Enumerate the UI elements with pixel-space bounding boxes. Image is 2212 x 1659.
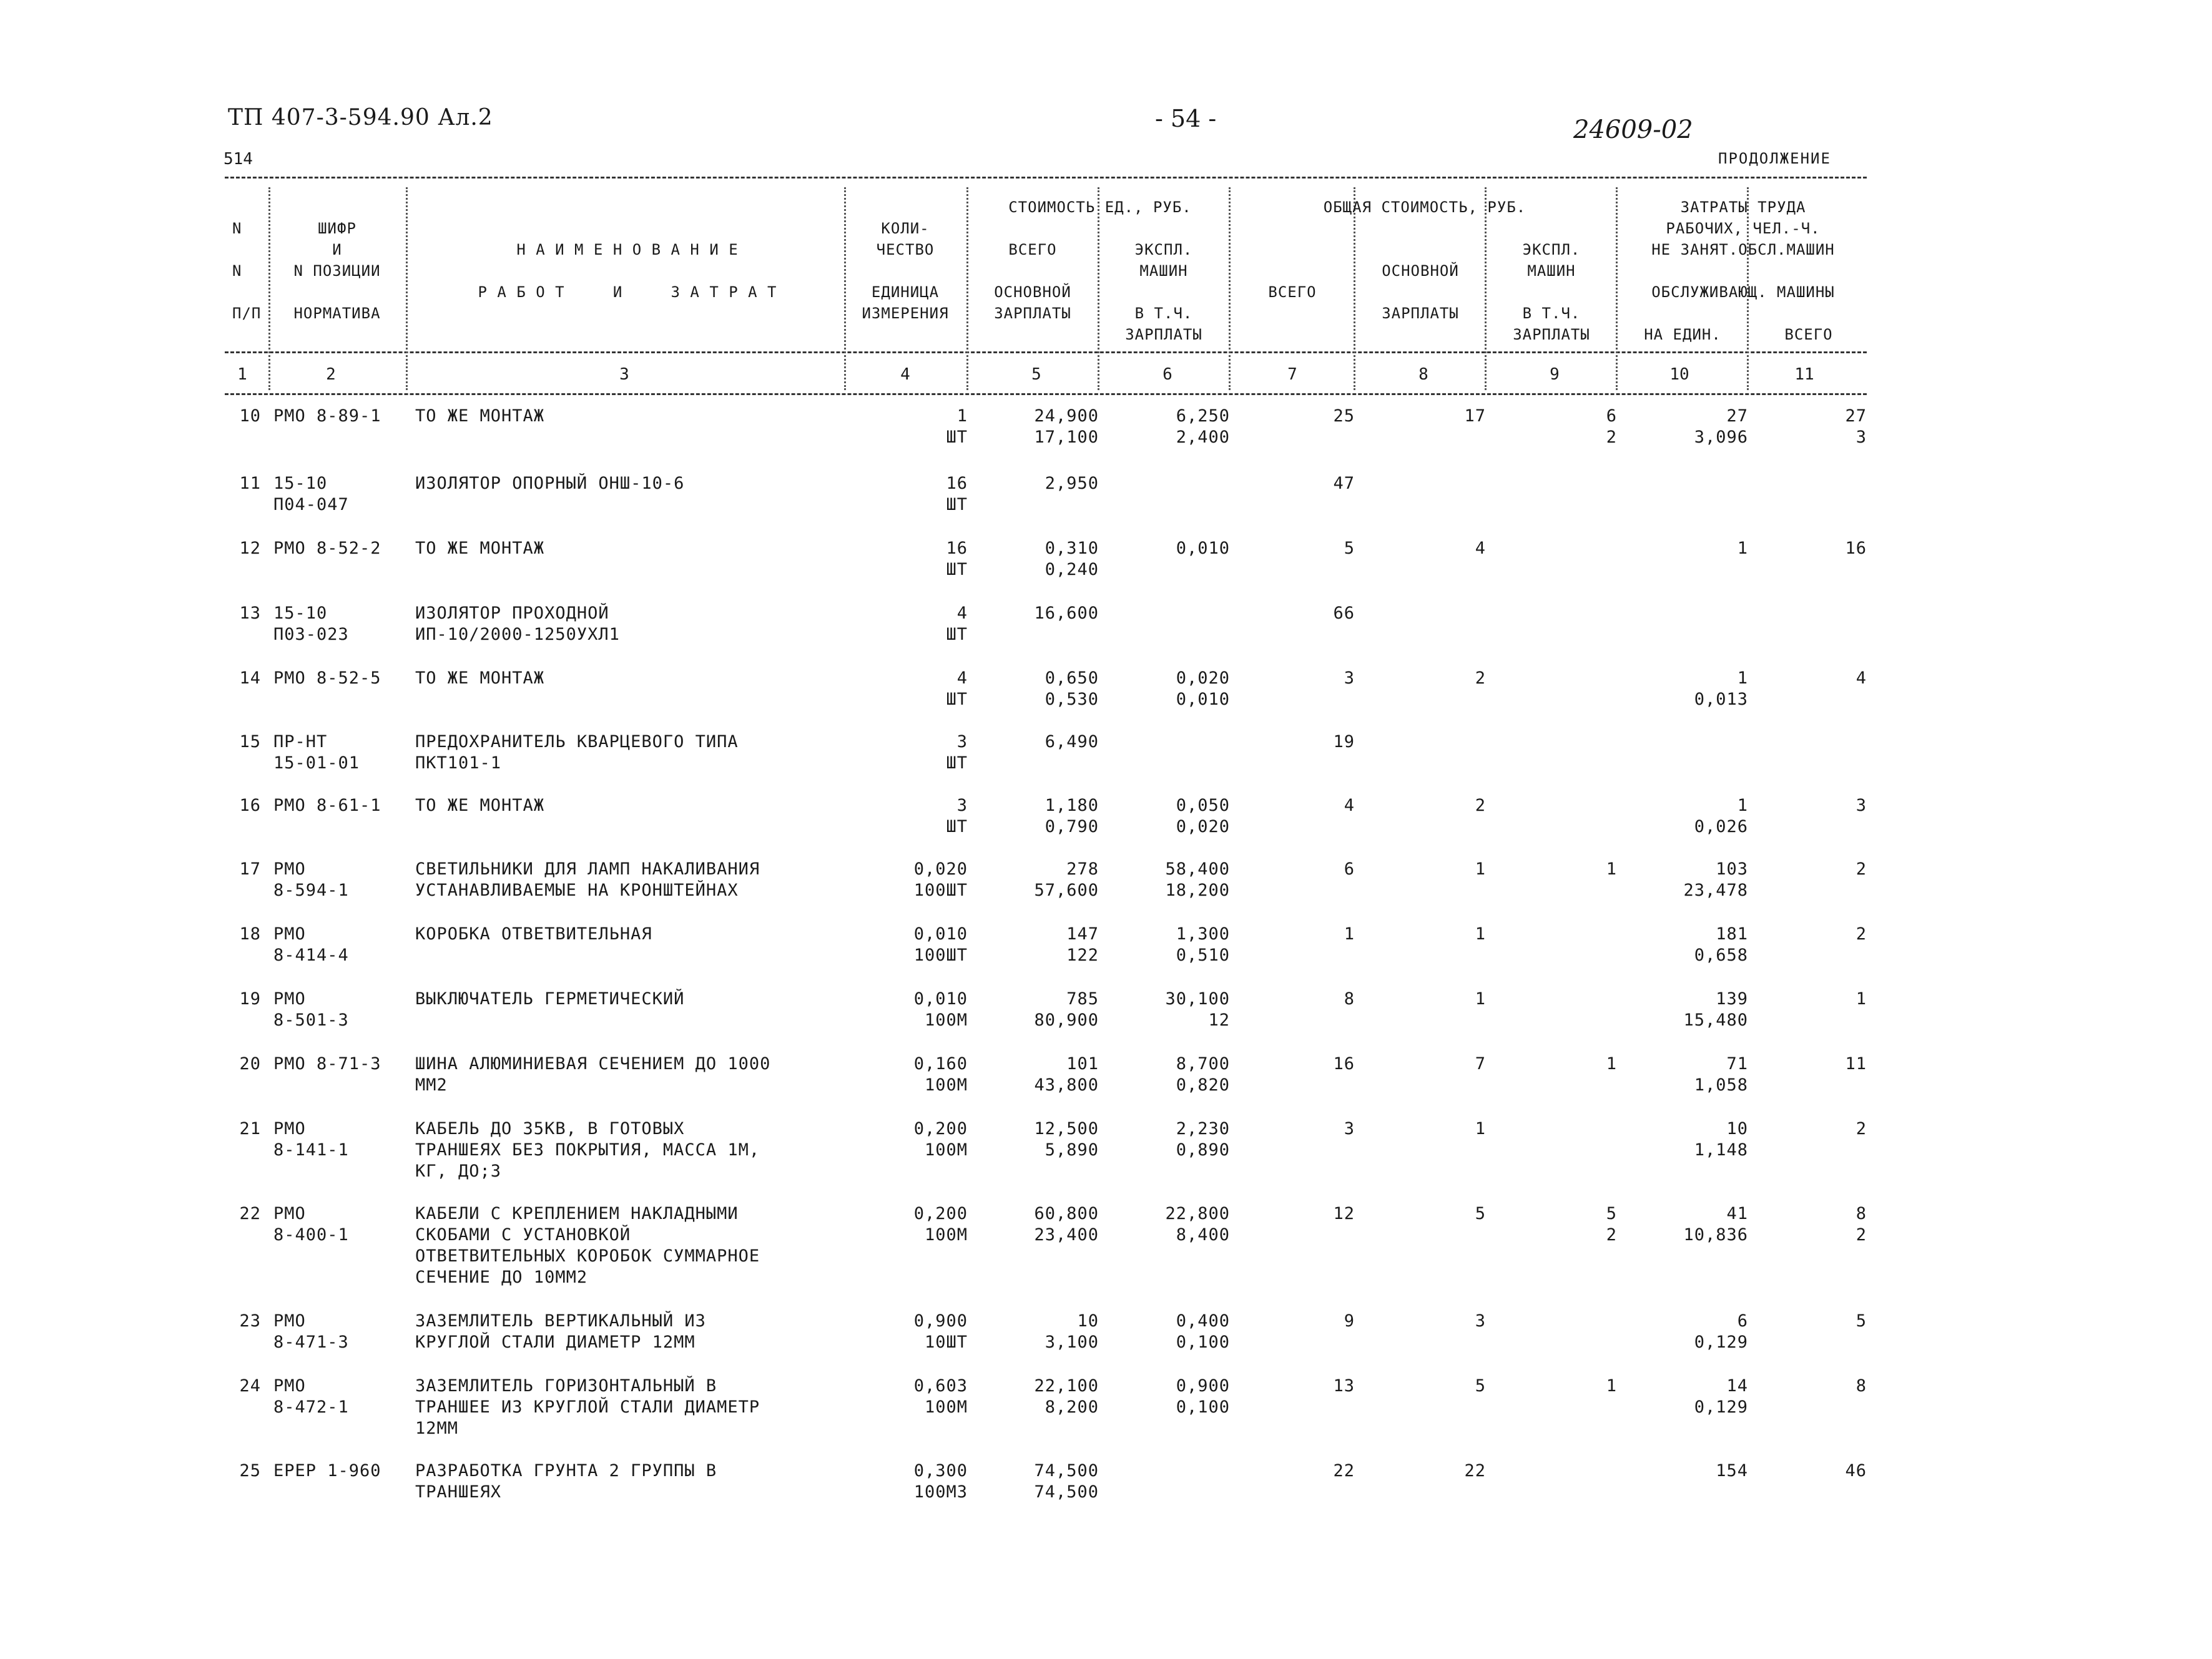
row-quantity: 0,300 — [913, 1461, 968, 1480]
row-labor-total: 2 — [1856, 1225, 1867, 1245]
row-code: РМО — [273, 1204, 306, 1223]
row-unit-machine: 0,020 — [1176, 668, 1230, 688]
row-unit-total: 147 — [1066, 924, 1099, 944]
row-quantity: 100М3 — [913, 1482, 968, 1502]
row-quantity: 100М — [924, 1397, 968, 1417]
header-total-all: ВСЕГО — [1268, 283, 1317, 301]
column-divider — [406, 187, 408, 390]
numbers-bottom-rule — [225, 393, 1867, 395]
row-base-wage: 5 — [1475, 1204, 1486, 1223]
row-code: РМО 8-52-2 — [273, 539, 381, 558]
row-number: 24 — [239, 1376, 261, 1396]
row-unit-total: 101 — [1066, 1054, 1099, 1074]
row-unit-machine: 0,900 — [1176, 1376, 1230, 1396]
row-quantity: 100М — [924, 1225, 968, 1245]
row-unit-machine: 0,890 — [1176, 1140, 1230, 1160]
column-divider — [1485, 187, 1487, 390]
row-code: РМО — [273, 1119, 306, 1138]
row-quantity: 16 — [946, 539, 968, 558]
row-code: РМО — [273, 859, 306, 879]
header-unit-cost: СТОИМОСТЬ ЕД., РУБ. — [1008, 198, 1192, 216]
header-line-no: П/П — [232, 305, 262, 322]
row-unit-total: 0,240 — [1045, 560, 1099, 579]
row-machine-total: 5 — [1606, 1204, 1617, 1223]
column-number: 4 — [900, 365, 910, 384]
row-unit-total: 17,100 — [1034, 428, 1099, 447]
row-unit-machine: 8,700 — [1176, 1054, 1230, 1074]
header-quantity: ЕДИНИЦА — [871, 283, 940, 301]
header-name: Н А И М Е Н О В А Н И Е — [516, 241, 739, 258]
row-unit-total: 2,950 — [1045, 474, 1099, 493]
header-line-no: N — [232, 220, 242, 237]
row-labor-total: 2 — [1856, 924, 1867, 944]
row-code: 8-594-1 — [273, 881, 349, 900]
header-name: Р А Б О Т И З А Т Р А Т — [478, 283, 777, 301]
row-number: 25 — [239, 1461, 261, 1480]
row-code: 8-471-3 — [273, 1333, 349, 1352]
row-quantity: 0,010 — [913, 989, 968, 1009]
header-labor-unit: НА ЕДИН. — [1644, 326, 1721, 343]
document-code: 24609-02 — [1573, 115, 1693, 144]
header-labor-sub: ОБСЛУЖИВАЮЩ. МАШИНЫ — [1651, 283, 1835, 301]
row-total: 22 — [1333, 1461, 1355, 1480]
row-labor-total: 2 — [1856, 1119, 1867, 1138]
row-base-wage: 1 — [1475, 924, 1486, 944]
column-number: 10 — [1669, 365, 1689, 384]
continuation-label: ПРОДОЛЖЕНИЕ — [1718, 150, 1831, 167]
header-machine-unit: ЭКСПЛ. — [1134, 241, 1193, 258]
row-unit-total: 278 — [1066, 859, 1099, 879]
row-unit-machine: 2,400 — [1176, 428, 1230, 447]
header-total-unit: ЗАРПЛАТЫ — [994, 305, 1071, 322]
row-labor-total: 1 — [1856, 989, 1867, 1009]
row-labor-unit: 15,480 — [1683, 1011, 1748, 1030]
column-divider — [1354, 187, 1355, 390]
column-number: 8 — [1418, 365, 1428, 384]
row-number: 17 — [239, 859, 261, 879]
header-quantity: ИЗМЕРЕНИЯ — [862, 305, 949, 322]
row-unit-total: 122 — [1066, 946, 1099, 965]
row-base-wage: 1 — [1475, 1119, 1486, 1138]
row-quantity: 1 — [956, 406, 968, 426]
row-name: ШИНА АЛЮМИНИЕВАЯ СЕЧЕНИЕМ ДО 1000 — [415, 1054, 771, 1074]
row-code: 8-501-3 — [273, 1011, 349, 1030]
row-labor-unit: 23,478 — [1683, 881, 1748, 900]
row-labor-unit: 0,013 — [1694, 690, 1748, 709]
header-machine-total: В Т.Ч. — [1522, 305, 1581, 322]
row-name: ТО ЖЕ МОНТАЖ — [415, 796, 545, 815]
row-quantity: 100ШТ — [913, 946, 968, 965]
row-quantity: 16 — [946, 474, 968, 493]
row-unit-total: 60,800 — [1034, 1204, 1099, 1223]
column-divider — [268, 187, 270, 390]
row-code: 15-01-01 — [273, 753, 360, 773]
row-unit-machine: 0,020 — [1176, 817, 1230, 836]
row-labor-unit: 1 — [1737, 539, 1748, 558]
row-name: СЕЧЕНИЕ ДО 10ММ2 — [415, 1268, 588, 1287]
row-unit-machine: 1,300 — [1176, 924, 1230, 944]
row-unit-machine: 0,050 — [1176, 796, 1230, 815]
row-total: 8 — [1344, 989, 1355, 1009]
row-labor-unit: 103 — [1716, 859, 1748, 879]
row-base-wage: 4 — [1475, 539, 1486, 558]
row-quantity: ШТ — [946, 495, 968, 514]
header-labor: ЗАТРАТЫ ТРУДА — [1680, 198, 1806, 216]
row-total: 6 — [1344, 859, 1355, 879]
row-number: 16 — [239, 796, 261, 815]
row-code: П04-047 — [273, 495, 349, 514]
row-quantity: 3 — [956, 796, 968, 815]
row-quantity: ШТ — [946, 817, 968, 836]
header-machine-total: ЭКСПЛ. — [1522, 241, 1581, 258]
row-quantity: 0,160 — [913, 1054, 968, 1074]
row-labor-unit: 1 — [1737, 796, 1748, 815]
row-code: РМО — [273, 924, 306, 944]
sheet-number: 514 — [224, 150, 253, 169]
column-divider — [1098, 187, 1099, 390]
row-unit-machine: 58,400 — [1165, 859, 1230, 879]
header-total-cost: ОБЩАЯ СТОИМОСТЬ, РУБ. — [1323, 198, 1526, 216]
row-total: 4 — [1344, 796, 1355, 815]
row-unit-total: 43,800 — [1034, 1075, 1099, 1095]
row-labor-total: 4 — [1856, 668, 1867, 688]
header-quantity: ЧЕСТВО — [876, 241, 935, 258]
row-name: ИЗОЛЯТОР ПРОХОДНОЙ — [415, 604, 609, 623]
row-number: 12 — [239, 539, 261, 558]
row-labor-total: 5 — [1856, 1311, 1867, 1331]
row-name: ТРАНШЕЯХ — [415, 1482, 502, 1502]
row-name: КАБЕЛИ С КРЕПЛЕНИЕМ НАКЛАДНЫМИ — [415, 1204, 739, 1223]
row-total: 9 — [1344, 1311, 1355, 1331]
row-total: 12 — [1333, 1204, 1355, 1223]
row-machine-total: 1 — [1606, 859, 1617, 879]
row-base-wage: 5 — [1475, 1376, 1486, 1396]
row-number: 20 — [239, 1054, 261, 1074]
row-name: ПКТ101-1 — [415, 753, 502, 773]
row-labor-unit: 154 — [1716, 1461, 1748, 1480]
row-labor-unit: 27 — [1726, 406, 1748, 426]
column-divider — [1616, 187, 1618, 390]
row-unit-total: 80,900 — [1034, 1011, 1099, 1030]
row-total: 5 — [1344, 539, 1355, 558]
row-code: РМО — [273, 1311, 306, 1331]
row-name: РАЗРАБОТКА ГРУНТА 2 ГРУППЫ В — [415, 1461, 717, 1480]
row-labor-unit: 71 — [1726, 1054, 1748, 1074]
header-machine-unit: МАШИН — [1139, 262, 1188, 280]
row-name: ПРЕДОХРАНИТЕЛЬ КВАРЦЕВОГО ТИПА — [415, 732, 739, 751]
header-total-unit: ВСЕГО — [1008, 241, 1057, 258]
row-code: РМО — [273, 1376, 306, 1396]
row-name: КАБЕЛЬ ДО 35КВ, В ГОТОВЫХ — [415, 1119, 685, 1138]
row-quantity: 0,020 — [913, 859, 968, 879]
row-base-wage: 22 — [1464, 1461, 1486, 1480]
row-quantity: ШТ — [946, 428, 968, 447]
column-number: 2 — [326, 365, 336, 384]
row-code: РМО 8-89-1 — [273, 406, 381, 426]
row-base-wage: 7 — [1475, 1054, 1486, 1074]
row-labor-unit: 10,836 — [1683, 1225, 1748, 1245]
row-quantity: 100М — [924, 1140, 968, 1160]
row-code: 15-10 — [273, 604, 328, 623]
row-name: ММ2 — [415, 1075, 448, 1095]
header-code: НОРМАТИВА — [293, 305, 381, 322]
row-base-wage: 3 — [1475, 1311, 1486, 1331]
row-number: 18 — [239, 924, 261, 944]
column-divider — [966, 187, 968, 390]
row-total: 3 — [1344, 1119, 1355, 1138]
row-code: ПР-НТ — [273, 732, 328, 751]
row-code: 8-400-1 — [273, 1225, 349, 1245]
row-unit-machine: 22,800 — [1165, 1204, 1230, 1223]
row-labor-unit: 1,058 — [1694, 1075, 1748, 1095]
row-machine-total: 6 — [1606, 406, 1617, 426]
row-code: 8-141-1 — [273, 1140, 349, 1160]
row-number: 14 — [239, 668, 261, 688]
header-machine-unit: ЗАРПЛАТЫ — [1125, 326, 1202, 343]
row-unit-machine: 8,400 — [1176, 1225, 1230, 1245]
row-quantity: 100М — [924, 1011, 968, 1030]
row-unit-machine: 2,230 — [1176, 1119, 1230, 1138]
row-unit-machine: 18,200 — [1165, 881, 1230, 900]
row-labor-unit: 0,026 — [1694, 817, 1748, 836]
header-base-wage: ЗАРПЛАТЫ — [1382, 305, 1459, 322]
row-name: ТРАНШЕЕ ИЗ КРУГЛОЙ СТАЛИ ДИАМЕТР — [415, 1397, 760, 1417]
row-unit-total: 57,600 — [1034, 881, 1099, 900]
row-number: 19 — [239, 989, 261, 1009]
header-code: N ПОЗИЦИИ — [293, 262, 381, 280]
header-total-unit: ОСНОВНОЙ — [994, 283, 1071, 301]
row-code: РМО 8-71-3 — [273, 1054, 381, 1074]
row-labor-total: 8 — [1856, 1204, 1867, 1223]
row-unit-machine: 0,010 — [1176, 539, 1230, 558]
row-quantity: ШТ — [946, 690, 968, 709]
row-name: СКОБАМИ С УСТАНОВКОЙ — [415, 1225, 631, 1245]
header-labor-total: ВСЕГО — [1784, 326, 1833, 343]
row-base-wage: 2 — [1475, 668, 1486, 688]
row-unit-total: 74,500 — [1034, 1482, 1099, 1502]
table-top-rule — [225, 177, 1867, 179]
row-unit-machine: 0,100 — [1176, 1333, 1230, 1352]
row-unit-total: 5,890 — [1045, 1140, 1099, 1160]
row-code: 8-472-1 — [273, 1397, 349, 1417]
row-total: 3 — [1344, 668, 1355, 688]
row-labor-total: 8 — [1856, 1376, 1867, 1396]
row-base-wage: 17 — [1464, 406, 1486, 426]
header-quantity: КОЛИ- — [881, 220, 930, 237]
header-labor: РАБОЧИХ, ЧЕЛ.-Ч. — [1666, 220, 1821, 237]
row-name: ОТВЕТВИТЕЛЬНЫХ КОРОБОК СУММАРНОЕ — [415, 1246, 760, 1266]
row-labor-unit: 3,096 — [1694, 428, 1748, 447]
row-name: ТО ЖЕ МОНТАЖ — [415, 539, 545, 558]
row-unit-total: 22,100 — [1034, 1376, 1099, 1396]
row-unit-total: 10 — [1077, 1311, 1099, 1331]
column-number: 1 — [237, 365, 247, 384]
row-unit-total: 8,200 — [1045, 1397, 1099, 1417]
row-number: 11 — [239, 474, 261, 493]
header-line-no: N — [232, 262, 242, 280]
row-labor-total: 3 — [1856, 796, 1867, 815]
row-total: 1 — [1344, 924, 1355, 944]
row-name: ТО ЖЕ МОНТАЖ — [415, 406, 545, 426]
column-number: 3 — [619, 365, 629, 384]
column-number: 5 — [1031, 365, 1041, 384]
row-quantity: 4 — [956, 604, 968, 623]
row-name: СВЕТИЛЬНИКИ ДЛЯ ЛАМП НАКАЛИВАНИЯ — [415, 859, 760, 879]
column-number: 7 — [1287, 365, 1297, 384]
row-machine-total: 1 — [1606, 1054, 1617, 1074]
row-unit-total: 0,650 — [1045, 668, 1099, 688]
row-labor-total: 2 — [1856, 859, 1867, 879]
row-code: ЕРЕР 1-960 — [273, 1461, 381, 1480]
row-name: ЗАЗЕМЛИТЕЛЬ ГОРИЗОНТАЛЬНЫЙ В — [415, 1376, 717, 1396]
row-labor-unit: 41 — [1726, 1204, 1748, 1223]
row-name: ЗАЗЕМЛИТЕЛЬ ВЕРТИКАЛЬНЫЙ ИЗ — [415, 1311, 706, 1331]
page-number: - 54 - — [1155, 105, 1217, 132]
row-labor-unit: 0,129 — [1694, 1333, 1748, 1352]
row-unit-machine: 6,250 — [1176, 406, 1230, 426]
row-unit-machine: 0,010 — [1176, 690, 1230, 709]
row-unit-total: 16,600 — [1034, 604, 1099, 623]
row-unit-total: 0,310 — [1045, 539, 1099, 558]
row-name: КРУГЛОЙ СТАЛИ ДИАМЕТР 12ММ — [415, 1333, 696, 1352]
column-divider — [1229, 187, 1231, 390]
row-unit-machine: 12 — [1208, 1011, 1230, 1030]
row-number: 23 — [239, 1311, 261, 1331]
row-quantity: 0,200 — [913, 1204, 968, 1223]
row-quantity: 0,603 — [913, 1376, 968, 1396]
row-labor-total: 46 — [1845, 1461, 1867, 1480]
row-base-wage: 2 — [1475, 796, 1486, 815]
row-total: 25 — [1333, 406, 1355, 426]
row-code: РМО 8-61-1 — [273, 796, 381, 815]
row-total: 16 — [1333, 1054, 1355, 1074]
row-quantity: 0,010 — [913, 924, 968, 944]
row-total: 47 — [1333, 474, 1355, 493]
row-code: РМО 8-52-5 — [273, 668, 381, 688]
row-name: ТО ЖЕ МОНТАЖ — [415, 668, 545, 688]
row-quantity: 0,200 — [913, 1119, 968, 1138]
header-base-wage: ОСНОВНОЙ — [1382, 262, 1459, 280]
row-labor-unit: 1 — [1737, 668, 1748, 688]
header-code: ШИФР — [318, 220, 356, 237]
row-total: 13 — [1333, 1376, 1355, 1396]
row-unit-machine: 0,400 — [1176, 1311, 1230, 1331]
row-name: 12ММ — [415, 1419, 459, 1438]
row-number: 15 — [239, 732, 261, 751]
header-machine-unit: В Т.Ч. — [1134, 305, 1193, 322]
row-unit-machine: 0,100 — [1176, 1397, 1230, 1417]
row-code: 8-414-4 — [273, 946, 349, 965]
row-labor-unit: 139 — [1716, 989, 1748, 1009]
header-machine-total: МАШИН — [1527, 262, 1576, 280]
row-unit-machine: 0,820 — [1176, 1075, 1230, 1095]
row-machine-total: 2 — [1606, 1225, 1617, 1245]
row-name: КГ, ДО;3 — [415, 1162, 502, 1181]
row-quantity: 100ШТ — [913, 881, 968, 900]
row-machine-total: 1 — [1606, 1376, 1617, 1396]
row-number: 10 — [239, 406, 261, 426]
row-unit-total: 24,900 — [1034, 406, 1099, 426]
row-labor-unit: 10 — [1726, 1119, 1748, 1138]
row-labor-unit: 1,148 — [1694, 1140, 1748, 1160]
row-base-wage: 1 — [1475, 989, 1486, 1009]
column-number: 11 — [1794, 365, 1814, 384]
row-name: ВЫКЛЮЧАТЕЛЬ ГЕРМЕТИЧЕСКИЙ — [415, 989, 685, 1009]
row-unit-machine: 30,100 — [1165, 989, 1230, 1009]
row-labor-total: 27 — [1845, 406, 1867, 426]
row-unit-total: 6,490 — [1045, 732, 1099, 751]
row-number: 22 — [239, 1204, 261, 1223]
row-unit-total: 0,530 — [1045, 690, 1099, 709]
row-unit-total: 12,500 — [1034, 1119, 1099, 1138]
row-unit-total: 23,400 — [1034, 1225, 1099, 1245]
row-labor-total: 3 — [1856, 428, 1867, 447]
row-quantity: ШТ — [946, 560, 968, 579]
row-unit-total: 74,500 — [1034, 1461, 1099, 1480]
document-title: ТП 407-3-594.90 Ал.2 — [228, 105, 493, 130]
row-unit-total: 0,790 — [1045, 817, 1099, 836]
row-number: 21 — [239, 1119, 261, 1138]
row-code: 15-10 — [273, 474, 328, 493]
column-number: 9 — [1550, 365, 1560, 384]
row-labor-unit: 6 — [1737, 1311, 1748, 1331]
row-machine-total: 2 — [1606, 428, 1617, 447]
row-quantity: ШТ — [946, 625, 968, 644]
column-number: 6 — [1163, 365, 1172, 384]
row-labor-total: 16 — [1845, 539, 1867, 558]
row-name: КОРОБКА ОТВЕТВИТЕЛЬНАЯ — [415, 924, 652, 944]
row-number: 13 — [239, 604, 261, 623]
row-quantity: 0,900 — [913, 1311, 968, 1331]
row-quantity: 10ШТ — [924, 1333, 968, 1352]
header-bottom-rule — [225, 351, 1867, 353]
row-quantity: 4 — [956, 668, 968, 688]
row-code: РМО — [273, 989, 306, 1009]
row-name: ИЗОЛЯТОР ОПОРНЫЙ ОНШ-10-6 — [415, 474, 685, 493]
row-quantity: 100М — [924, 1075, 968, 1095]
row-labor-unit: 0,658 — [1694, 946, 1748, 965]
row-unit-total: 1,180 — [1045, 796, 1099, 815]
header-machine-total: ЗАРПЛАТЫ — [1513, 326, 1590, 343]
row-labor-unit: 14 — [1726, 1376, 1748, 1396]
row-quantity: 3 — [956, 732, 968, 751]
row-name: ТРАНШЕЯХ БЕЗ ПОКРЫТИЯ, МАССА 1М, — [415, 1140, 760, 1160]
row-labor-unit: 0,129 — [1694, 1397, 1748, 1417]
row-quantity: ШТ — [946, 753, 968, 773]
header-code: И — [332, 241, 342, 258]
row-total: 19 — [1333, 732, 1355, 751]
row-base-wage: 1 — [1475, 859, 1486, 879]
row-code: П03-023 — [273, 625, 349, 644]
row-name: УСТАНАВЛИВАЕМЫЕ НА КРОНШТЕЙНАХ — [415, 881, 739, 900]
row-unit-total: 785 — [1066, 989, 1099, 1009]
header-labor-sub: НЕ ЗАНЯТ.ОБСЛ.МАШИН — [1651, 241, 1835, 258]
row-labor-unit: 181 — [1716, 924, 1748, 944]
row-unit-machine: 0,510 — [1176, 946, 1230, 965]
row-total: 66 — [1333, 604, 1355, 623]
row-labor-total: 11 — [1845, 1054, 1867, 1074]
row-unit-total: 3,100 — [1045, 1333, 1099, 1352]
row-name: ИП-10/2000-1250УХЛ1 — [415, 625, 620, 644]
